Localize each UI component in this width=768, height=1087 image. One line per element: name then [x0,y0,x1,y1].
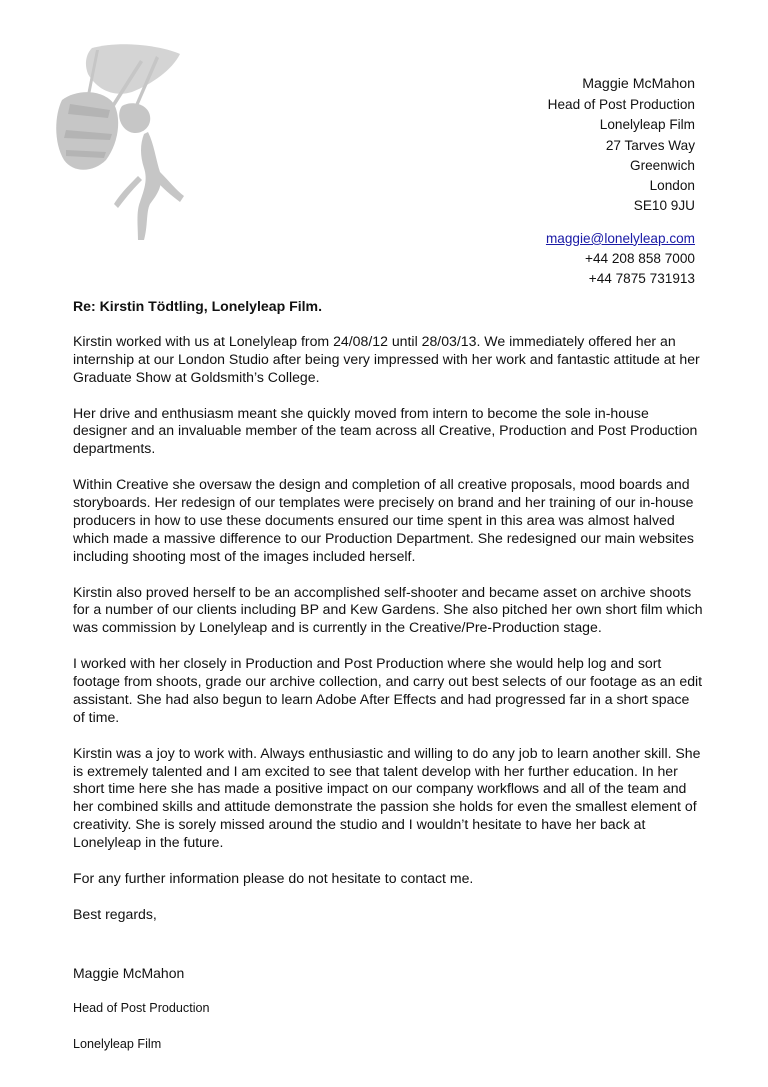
sender-name: Maggie McMahon [582,76,695,92]
paragraph-contact: For any further information please do not hesitate to contact me. [73,870,474,886]
signature-name: Maggie McMahon [73,964,185,981]
letter-body [73,298,703,1071]
signature-title: Head of Post Production [73,1001,210,1016]
signature-company: Lonelyleap Film [73,1037,162,1052]
lonelyleap-logo-image [52,40,202,245]
paragraph-shooting: Kirstin also proved herself to be an accomplished self-shooter and became asset on archive shoots for a number of our clients including BP and Kew Gardens. She also pitched her own short film which was commission by Lonelyleap and is currently in the Creative/Pre-Production stage. [73,583,703,636]
letter-subject: Re: Kirstin Tödtling, Lonelyleap Film. [73,298,323,314]
paragraph-creative: Within Creative she oversaw the design and completion of all creative proposals, mood boards and storyboards. Her redesign of our templates were precisely on brand and her training of our in-house producers in how to use these documents ensured our time spent in this area was almost halved which made a massive difference to our Production Department. She redesigned our main websites including shooting most of the images included herself. [73,476,694,564]
sender-district: Greenwich [630,157,695,173]
sender-phone-mobile: +44 7875 731913 [588,271,695,287]
closing: Best regards, [73,905,157,922]
sender-street: 27 Tarves Way [605,137,695,153]
sender-company: Lonelyleap Film [599,117,695,133]
sender-title: Head of Post Production [547,97,695,112]
sender-phone-office: +44 208 858 7000 [585,251,695,267]
sender-postcode: SE10 9JU [633,198,695,214]
sender-email-link[interactable]: maggie@lonelyleap.com [545,230,695,246]
paragraph-intro: Kirstin worked with us at Lonelyleap from 24/08/12 until 28/03/13. We immediately offered her an internship at our London Studio after being very impressed with her work and fantastic attitude at her Graduate Show at Goldsmith’s College. [73,332,700,385]
paragraph-drive: Her drive and enthusiasm meant she quickly moved from intern to become the sole in-house designer and an invaluable member of the team across all Creative, Production and Post Production departments. [73,404,698,457]
paragraph-post-production: I worked with her closely in Production and Post Production where she would help log and sort footage from shoots, grade our archive collection, and carry out best selects of our footage as an edit assistant. She had also begun to learn Adobe After Effects and had progressed far in a short space of time. [73,655,703,725]
sender-city: London [649,178,695,194]
sender-block [546,73,695,290]
paragraph-character: Kirstin was a joy to work with. Always enthusiastic and willing to do any job to learn another skill. She is extremely talented and I am excited to see that talent develop with her further education. In her short time here she has made a positive impact on our company workflows and all of the team and her combined skills and attitude demonstrate the passion she holds for even the smallest element of creativity. She is sorely missed around the studio and I wouldn’t hesitate to have her back at Lonelyleap in the future. [73,744,701,851]
